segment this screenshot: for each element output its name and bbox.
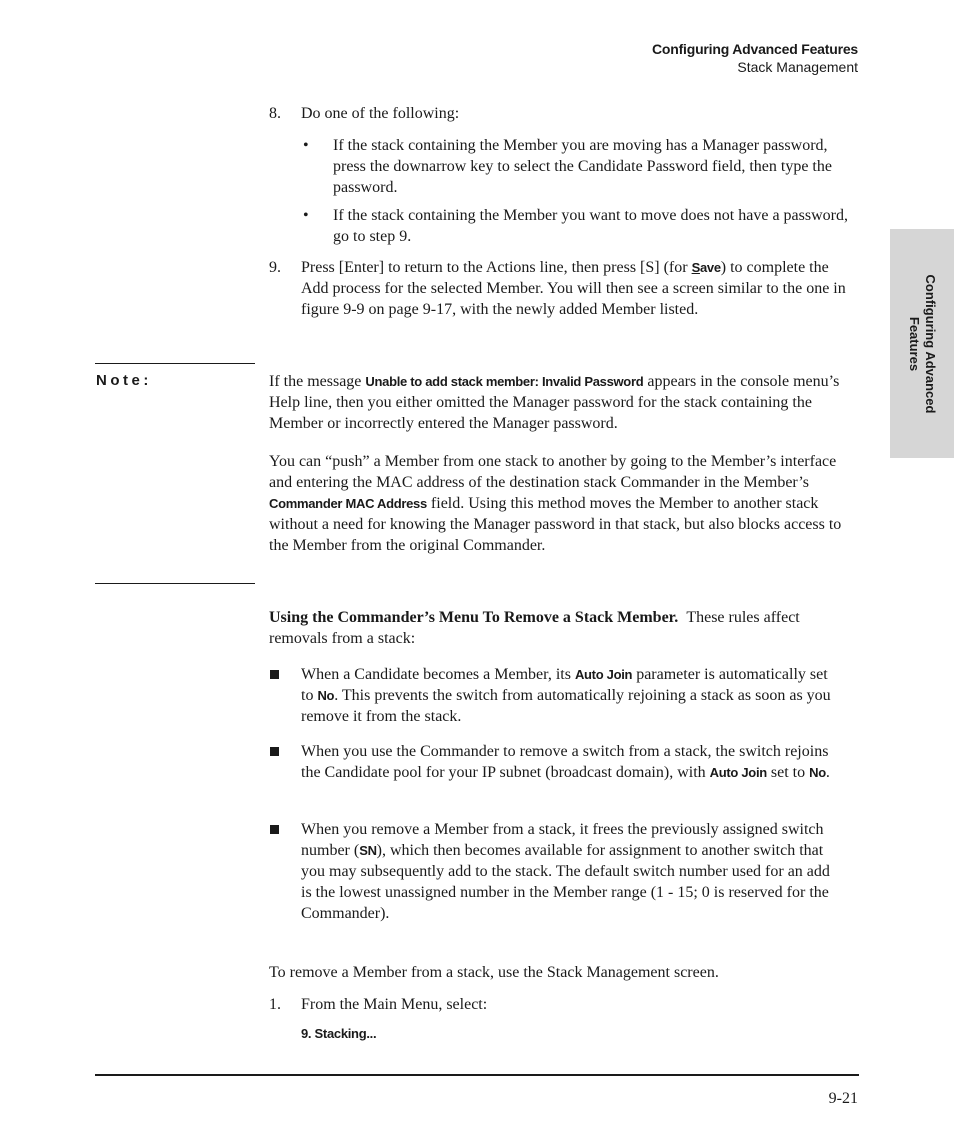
note-p2-b: field. Using this method moves the Member to another stack without a need for knowing the Manager password in that stack, but also blocks access to the Member from the original Commander. <box>269 495 842 554</box>
running-header <box>652 40 858 76</box>
chapter-title: Configuring Advanced Features <box>651 41 858 57</box>
step9-number: 9. <box>269 259 281 276</box>
step8-number: 8. <box>269 105 281 122</box>
step9-text-a: Press [Enter] to return to the Actions line, then press [S] (for <box>301 259 692 276</box>
note-p2-a: You can “push” a Member from one stack to another by going to the Member’s interface and entering the MAC address of the destination stack Commander in the Member’s <box>269 453 837 491</box>
step9-text <box>301 257 858 320</box>
step8-bullet-2: If the stack containing the Member you want to move does not have a password, go to step 9. <box>333 207 848 245</box>
step1-number: 1. <box>269 996 281 1013</box>
remove-section-heading: Using the Commander’s Menu To Remove a Stack Member. <box>269 609 679 626</box>
b3-b: ), which then becomes available for assignment to another switch that you may subsequently add to the stack. The default switch number used for an add is the lowest unassigned number in the Member range (1 - 15; 0 is reserved for the Commander). <box>301 842 830 922</box>
to-remove-text: To remove a Member from a stack, use the Stack Management screen. <box>269 964 719 981</box>
b2-c: . <box>825 764 830 781</box>
thumb-tab-line2: Features <box>907 316 922 371</box>
remove-section-intro <box>269 607 829 649</box>
save-hotkey-letter: S <box>691 260 700 275</box>
thumb-tab-label <box>906 244 938 444</box>
note-paragraph-2 <box>269 451 859 556</box>
save-rest: ave <box>699 260 721 275</box>
b2-b: set to <box>766 764 810 781</box>
note-p1-a: If the message <box>269 373 366 390</box>
thumb-tab-line1: Configuring Advanced <box>923 274 938 413</box>
field-name-code: Commander MAC Address <box>269 496 427 511</box>
square-bullet <box>270 670 279 679</box>
bullet-dot: • <box>303 137 309 154</box>
b1-b: parameter is automatically set to <box>301 666 828 704</box>
auto-join-code: Auto Join <box>574 667 633 682</box>
note-top-rule <box>95 363 255 364</box>
section-title: Stack Management <box>737 59 858 75</box>
remove-section-intro-text: These rules affect removals from a stack: <box>269 609 800 647</box>
step1-text: From the Main Menu, select: <box>301 996 488 1013</box>
error-message-code: Unable to add stack member: Invalid Password <box>365 374 644 389</box>
remove-bullet-2 <box>301 741 836 783</box>
note-label: Note: <box>96 372 152 389</box>
save-key <box>692 260 721 275</box>
remove-bullet-1 <box>301 664 836 727</box>
b3-a: When you remove a Member from a stack, it frees the previously assigned switch number ( <box>301 821 824 859</box>
step8-bullet-1: If the stack containing the Member you are moving has a Manager password, press the downarrow key to select the Candidate Password field, then type the password. <box>333 137 832 196</box>
note-bottom-rule <box>95 583 255 584</box>
step9-text-b: ) to complete the Add process for the selected Member. You will then see a screen similar to the one in figure 9-9 on page 9-17, with the newly added Member listed. <box>301 259 846 318</box>
sn-code: SN <box>359 843 377 858</box>
chapter-thumb-tab <box>890 229 954 458</box>
b1-a: When a Candidate becomes a Member, its <box>301 666 575 683</box>
no-code: No <box>317 688 335 703</box>
b1-c: . This prevents the switch from automatically rejoining a stack as soon as you remove it from the stack. <box>301 687 831 725</box>
remove-bullet-3 <box>301 819 836 924</box>
footer-rule <box>95 1074 859 1076</box>
auto-join-code: Auto Join <box>709 765 767 780</box>
note-paragraph-1 <box>269 371 859 434</box>
square-bullet <box>270 747 279 756</box>
note-p1-b: appears in the console menu’s Help line, then you either omitted the Manager password for the stack containing the Member or incorrectly entered the Manager password. <box>269 373 840 432</box>
bullet-dot: • <box>303 207 309 224</box>
no-code: No <box>809 765 826 780</box>
step8-text: Do one of the following: <box>301 105 460 122</box>
menu-item-stacking: 9. Stacking... <box>301 1026 377 1041</box>
b2-a: When you use the Commander to remove a switch from a stack, the switch rejoins the Candidate pool for your IP subnet (broadcast domain), with <box>301 743 829 781</box>
page-number: 9-21 <box>828 1090 858 1107</box>
square-bullet <box>270 825 279 834</box>
